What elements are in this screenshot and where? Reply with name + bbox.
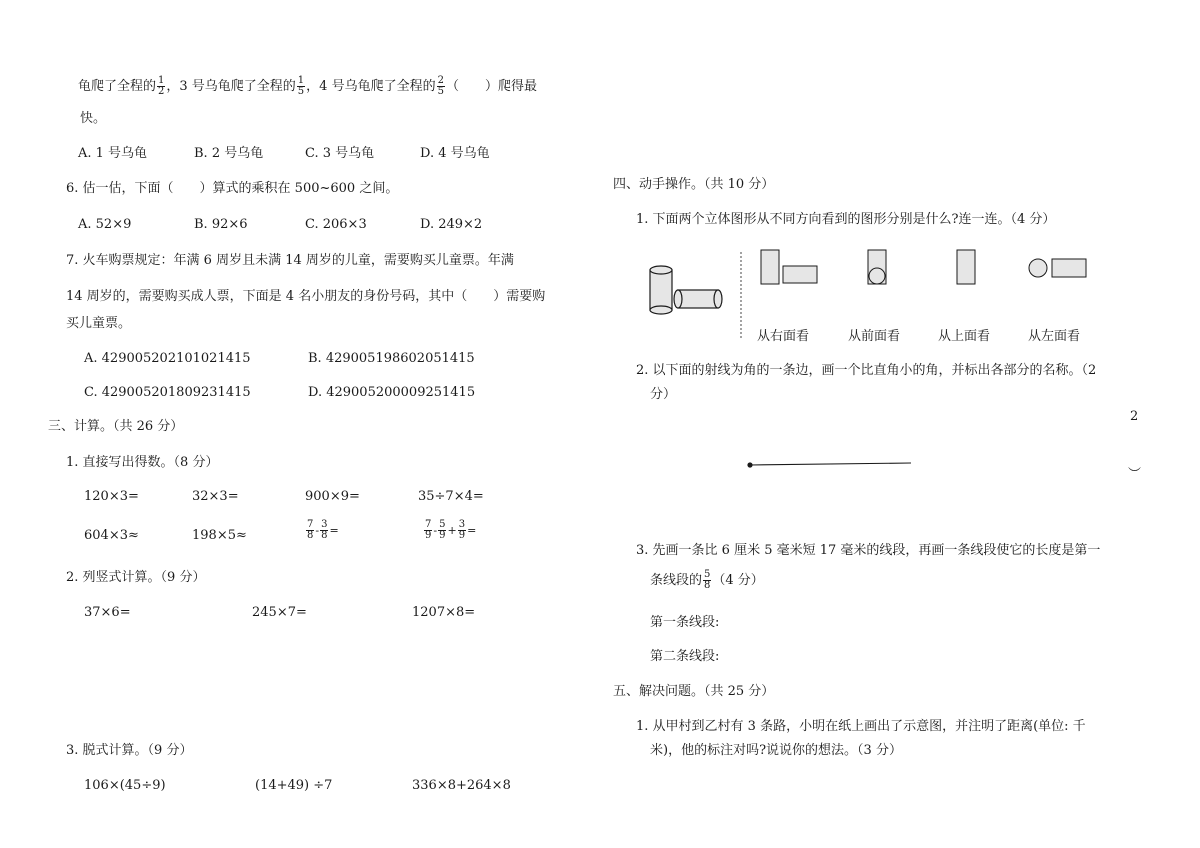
q7-line3: 买儿童票。 — [66, 316, 132, 331]
fraction-one-half: $\frac{1}{2}$ — [158, 75, 165, 97]
s4-q3-line2: 条线段的 $\frac{5}{8}$ （4 分） — [650, 569, 764, 591]
view-front-shapes — [867, 249, 891, 289]
q5-line1 — [78, 76, 537, 97]
q5-line2: 快。 — [80, 111, 107, 126]
ray-drawing[interactable] — [745, 459, 915, 471]
q5-text-c: ，4 号乌龟爬了全程的 — [306, 79, 436, 94]
vertical-calc-item[interactable]: 1207×8= — [412, 605, 476, 620]
section-4-title: 四、动手操作。（共 10 分） — [613, 177, 775, 192]
stepwise-calc-item[interactable]: (14+49) ÷7 — [255, 778, 333, 793]
fraction-one-fifth: $\frac{1}{5}$ — [297, 75, 305, 97]
q5-option-b[interactable]: B. 2 号乌龟 — [194, 146, 264, 161]
solid-figures-illustration — [648, 262, 728, 318]
q7-option-c[interactable]: C. 429005201809231415 — [84, 385, 251, 400]
fraction-five-eighths: $\frac{5}{8}$ — [704, 569, 711, 591]
q7-line2: 14 周岁的，需要购买成人票，下面是 4 名小朋友的身份号码，其中（ ）需要购 — [66, 289, 546, 304]
s4-q3-line1: 3. 先画一条比 6 厘米 5 毫米短 17 毫米的线段，再画一条线段使它的长度是第一 — [636, 543, 1101, 558]
fraction-expression-a[interactable]: $\frac{7}{8}$ - $\frac{3}{8}$ = — [307, 519, 339, 541]
view-top-shapes — [956, 249, 978, 289]
vertical-calc-item[interactable]: 245×7= — [252, 605, 307, 620]
q6-option-d[interactable]: D. 249×2 — [420, 217, 483, 232]
q5-option-c[interactable]: C. 3 号乌龟 — [305, 146, 375, 161]
q5-answer-blank[interactable]: （ ）爬得最 — [445, 79, 537, 94]
caption-left-view: 从左面看 — [1028, 329, 1081, 344]
section-3-title: 三、计算。（共 26 分） — [48, 419, 184, 434]
margin-digit: 2 — [1130, 409, 1139, 424]
s3-q3-title: 3. 脱式计算。（9 分） — [66, 743, 193, 758]
stepwise-calc-item[interactable]: 106×(45÷9) — [84, 778, 166, 793]
calc-item[interactable]: 120×3= — [84, 489, 139, 504]
upright-cylinder — [650, 266, 672, 314]
q7-option-a[interactable]: A. 429005202101021415 — [84, 351, 251, 366]
q6-option-b[interactable]: B. 92×6 — [194, 217, 248, 232]
q7-option-b[interactable]: B. 429005198602051415 — [308, 351, 475, 366]
margin-mark: ︶ — [1128, 467, 1142, 482]
view-right-shapes — [760, 249, 830, 289]
s3-q2-title: 2. 列竖式计算。（9 分） — [66, 570, 206, 585]
calc-item[interactable]: 198×5≈ — [192, 528, 247, 543]
first-segment-label[interactable]: 第一条线段: — [650, 615, 720, 630]
calc-item[interactable]: 900×9= — [305, 489, 360, 504]
s3-q1-title: 1. 直接写出得数。（8 分） — [66, 455, 219, 470]
calc-item[interactable]: 604×3≈ — [84, 528, 139, 543]
calc-item[interactable]: 35÷7×4= — [418, 489, 484, 504]
fraction-expression-b[interactable]: $\frac{7}{9}$ - $\frac{5}{9}$ + $\frac{3}{9}$ = — [425, 519, 477, 541]
q5-text-a: 龟爬了全程的 — [78, 79, 157, 94]
caption-top-view: 从上面看 — [938, 329, 991, 344]
s4-q2-line2: 分） — [650, 387, 677, 402]
view-left-shapes — [1028, 256, 1092, 282]
q7-option-d[interactable]: D. 429005200009251415 — [308, 385, 476, 400]
caption-front-view: 从前面看 — [848, 329, 901, 344]
q6-option-a[interactable]: A. 52×9 — [78, 217, 132, 232]
vertical-calc-item[interactable]: 37×6= — [84, 605, 131, 620]
q5-option-a[interactable]: A. 1 号乌龟 — [78, 146, 148, 161]
s5-q1-line1: 1. 从甲村到乙村有 3 条路，小明在纸上画出了示意图，并注明了距离(单位: 千 — [636, 719, 1086, 734]
s5-q1-line2: 米)，他的标注对吗?说说你的想法。（3 分） — [650, 743, 902, 758]
q6-question: 6. 估一估，下面（ ）算式的乘积在 500~600 之间。 — [66, 181, 399, 196]
q5-option-d[interactable]: D. 4 号乌龟 — [420, 146, 490, 161]
q5-text-b: ，3 号乌龟爬了全程的 — [166, 79, 296, 94]
second-segment-label[interactable]: 第二条线段: — [650, 649, 720, 664]
fraction-two-fifths: $\frac{2}{5}$ — [437, 75, 444, 97]
q7-line1: 7. 火车购票规定：年满 6 周岁且未满 14 周岁的儿童，需要购买儿童票。年满 — [66, 253, 514, 268]
calc-item[interactable]: 32×3= — [192, 489, 239, 504]
s4-q2-line1: 2. 以下面的射线为角的一条边，画一个比直角小的角，并标出各部分的名称。（2 — [636, 363, 1097, 378]
section-5-title: 五、解决问题。（共 25 分） — [613, 684, 775, 699]
vertical-divider — [740, 252, 744, 342]
caption-right-view: 从右面看 — [757, 329, 810, 344]
s4-q1-text: 1. 下面两个立体图形从不同方向看到的图形分别是什么?连一连。（4 分） — [636, 212, 1056, 227]
lying-cylinder — [674, 290, 722, 308]
stepwise-calc-item[interactable]: 336×8+264×8 — [412, 778, 511, 793]
q6-option-c[interactable]: C. 206×3 — [305, 217, 367, 232]
